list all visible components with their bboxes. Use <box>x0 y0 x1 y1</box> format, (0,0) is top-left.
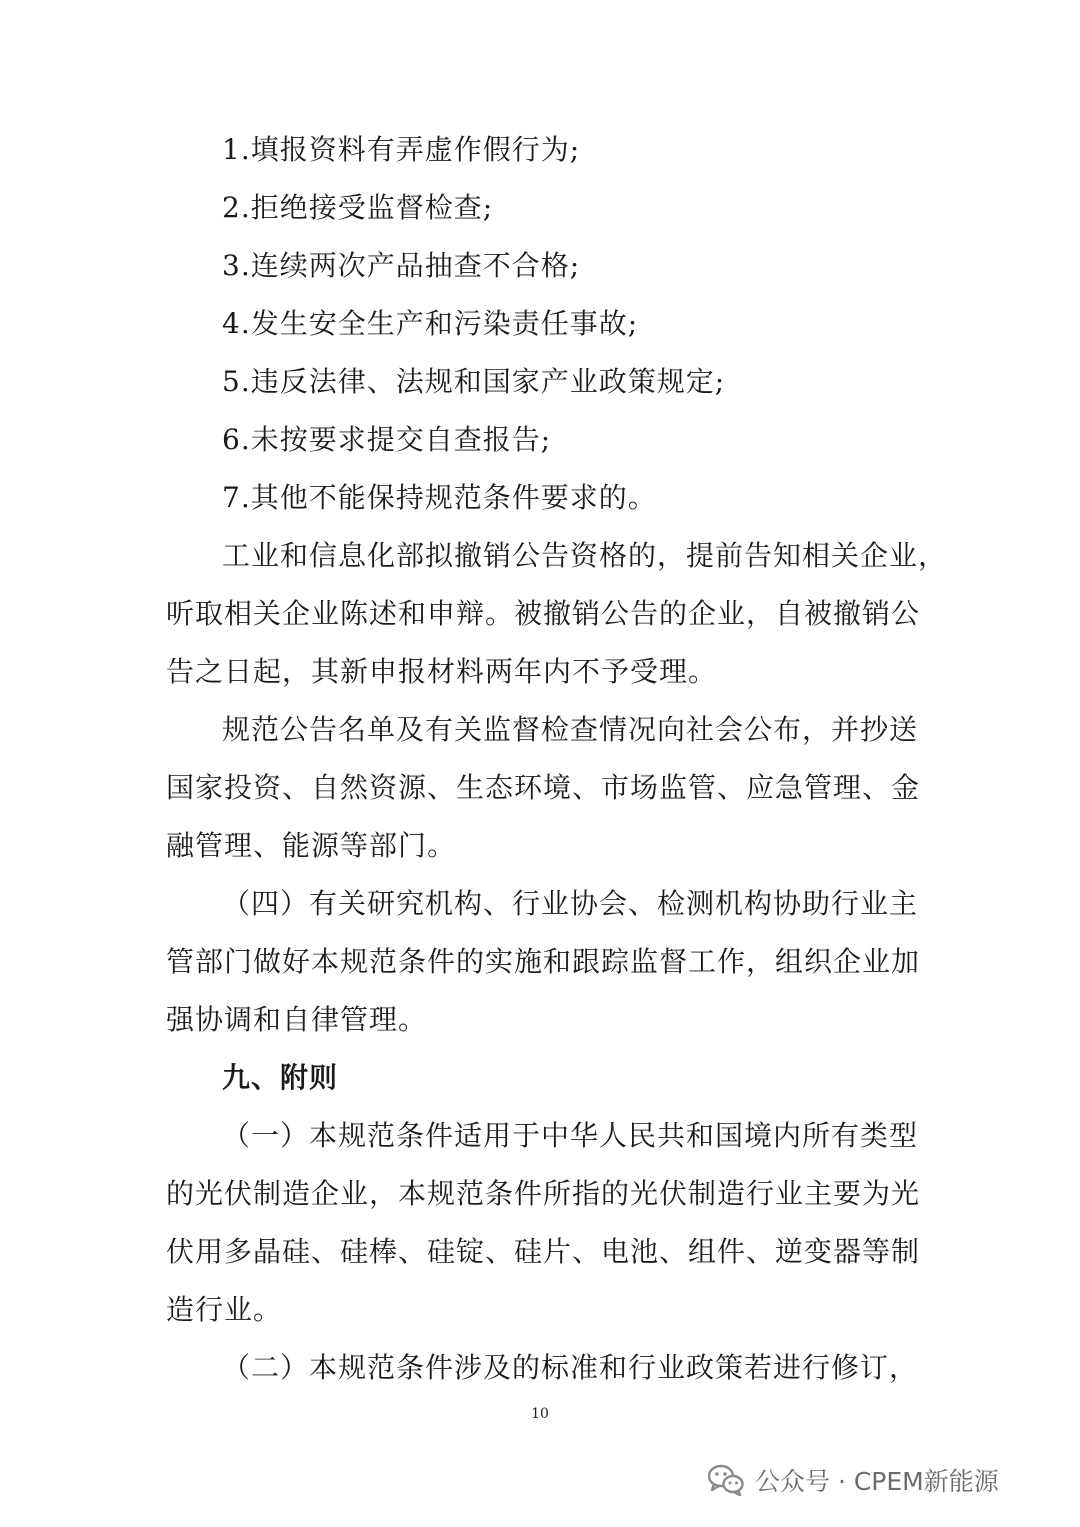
paragraph-line: 规范公告名单及有关监督检查情况向社会公布，并抄送 <box>222 713 919 746</box>
list-item: 1.填报资料有弄虚作假行为; <box>222 133 581 166</box>
paragraph-line: （一）本规范条件适用于中华人民共和国境内所有类型 <box>222 1119 919 1152</box>
paragraph-line: 强协调和自律管理。 <box>166 1003 428 1036</box>
list-item: 3.连续两次产品抽查不合格; <box>222 249 581 282</box>
paragraph-line: 管部门做好本规范条件的实施和跟踪监督工作，组织企业加 <box>166 945 921 978</box>
list-item: 7.其他不能保持规范条件要求的。 <box>222 481 657 514</box>
paragraph-line: 的光伏制造企业，本规范条件所指的光伏制造行业主要为光 <box>166 1177 921 1210</box>
paragraph-line: 造行业。 <box>166 1293 283 1326</box>
section-heading: 九、附则 <box>222 1061 339 1094</box>
document-body <box>166 121 948 1397</box>
list-item: 4.发生安全生产和污染责任事故; <box>222 307 639 340</box>
paragraph-line: 融管理、能源等部门。 <box>166 829 457 862</box>
paragraph-line: （四）有关研究机构、行业协会、检测机构协助行业主 <box>222 887 919 920</box>
watermark-text: 公众号 · CPEM新能源 <box>755 1467 999 1496</box>
paragraph-line: （二）本规范条件涉及的标准和行业政策若进行修订， <box>222 1351 919 1384</box>
list-item: 2.拒绝接受监督检查; <box>222 191 494 224</box>
paragraph-line: 告之日起，其新申报材料两年内不予受理。 <box>166 655 718 688</box>
page-number: 10 <box>531 1406 549 1422</box>
list-item: 5.违反法律、法规和国家产业政策规定; <box>222 365 726 398</box>
paragraph-line: 国家投资、自然资源、生态环境、市场监管、应急管理、金 <box>166 771 921 804</box>
wechat-icon <box>707 1463 745 1497</box>
paragraph-line: 工业和信息化部拟撤销公告资格的，提前告知相关企业， <box>222 539 948 572</box>
paragraph-line: 听取相关企业陈述和申辩。被撤销公告的企业，自被撤销公 <box>166 597 921 630</box>
paragraph-line: 伏用多晶硅、硅棒、硅锭、硅片、电池、组件、逆变器等制 <box>166 1235 921 1268</box>
list-item: 6.未按要求提交自查报告; <box>222 423 552 456</box>
watermark <box>707 1458 999 1502</box>
